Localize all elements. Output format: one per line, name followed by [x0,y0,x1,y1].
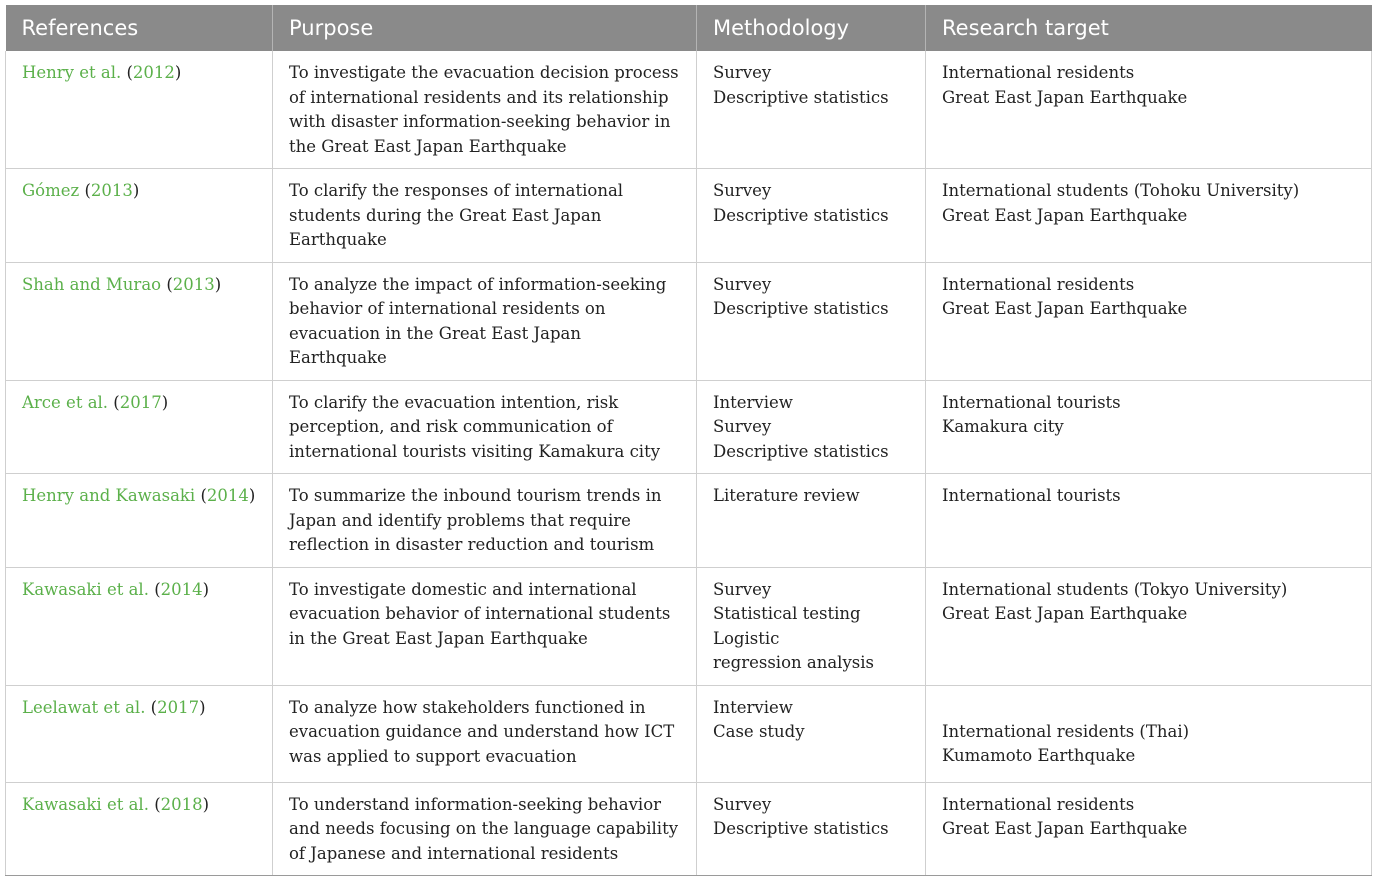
header-row [6,5,1372,51]
target-cell [926,380,1372,474]
reference-year-link[interactable]: 2013 [172,274,215,294]
header-references: References [6,5,273,51]
target-item: Great East Japan Earthquake [942,604,1188,623]
methodology-item: Survey [713,579,772,599]
reference-author-link[interactable]: Henry and Kawasaki [22,486,196,505]
methodology-item: Descriptive statistics [713,205,889,225]
target-item: International residents [942,274,1135,294]
target-item: Great East Japan Earthquake [942,205,1188,225]
table-row [6,51,1372,169]
purpose-cell: To analyze how stakeholders functioned in evacuation guidance and understand how ICT was applied to support evacuation [273,685,697,782]
table-row [6,782,1372,876]
purpose-cell: To analyze the impact of information-seeking behavior of international residents on evacuation in the Great East Japan Earthquake [273,262,697,380]
methodology-item: Survey [713,63,772,82]
methodology-item: Interview [713,697,793,717]
reference-year-link[interactable]: 2018 [160,794,203,814]
target-item: International students (Tokyo University) [942,579,1288,599]
purpose-cell: To summarize the inbound tourism trends in Japan and identify problems that require reflection in disaster reduction and tourism [273,474,697,568]
table-row [6,685,1372,782]
methodology-item: Case study [713,722,805,741]
methodology-item: Logistic [713,628,780,648]
target-item: International residents [942,794,1135,814]
reference-cell: Kawasaki et al. (2014) [6,567,273,685]
methodology-cell [697,567,926,685]
methodology-cell [697,685,926,782]
references-table [5,5,1372,876]
target-item: International residents (Thai) [942,721,1190,741]
table-row [6,567,1372,685]
header-research-target: Research target [926,5,1372,51]
reference-author-link[interactable]: Henry et al. [22,63,122,82]
reference-author-link[interactable]: Gómez [22,181,80,200]
methodology-cell [697,380,926,474]
reference-year-link[interactable]: 2014 [206,486,249,505]
reference-year-link[interactable]: 2012 [132,63,175,82]
methodology-cell [697,262,926,380]
methodology-item: Descriptive statistics [713,299,889,318]
purpose-cell: To understand information-seeking behavior and needs focusing on the language capability of Japanese and international residents [273,782,697,876]
methodology-item: Survey [713,274,772,294]
header-methodology: Methodology [697,5,926,51]
reference-year-link[interactable]: 2017 [157,697,200,717]
table-row [6,262,1372,380]
methodology-item: Survey [713,181,772,200]
methodology-cell [697,782,926,876]
reference-cell: Leelawat et al. (2017) [6,685,273,782]
reference-author-link[interactable]: Kawasaki et al. [22,794,149,814]
reference-year-link[interactable]: 2017 [119,392,162,412]
target-cell [926,51,1372,169]
target-cell [926,474,1372,568]
target-cell [926,262,1372,380]
target-item: Great East Japan Earthquake [942,819,1188,838]
table-row [6,169,1372,263]
methodology-item: Survey [713,794,772,814]
methodology-cell [697,474,926,568]
table-row [6,474,1372,568]
target-item: International tourists [942,486,1121,505]
reference-cell: Henry et al. (2012) [6,51,273,169]
reference-author-link[interactable]: Kawasaki et al. [22,579,149,599]
methodology-cell [697,169,926,263]
reference-year-link[interactable]: 2013 [90,181,133,200]
methodology-cell [697,51,926,169]
purpose-cell: To investigate domestic and international evacuation behavior of international students in the Great East Japan Earthquake [273,567,697,685]
methodology-item: Interview [713,392,793,412]
header-purpose: Purpose [273,5,697,51]
target-cell [926,685,1372,782]
reference-author-link[interactable]: Leelawat et al. [22,697,146,717]
table-row [6,380,1372,474]
reference-cell: Henry and Kawasaki (2014) [6,474,273,568]
target-item: International residents [942,63,1135,82]
methodology-item: Descriptive statistics [713,819,889,838]
purpose-cell: To clarify the evacuation intention, risk perception, and risk communication of international tourists visiting Kamakura city [273,380,697,474]
reference-author-link[interactable]: Arce et al. [22,392,109,412]
target-cell [926,782,1372,876]
purpose-cell: To investigate the evacuation decision process of international residents and its relationship with disaster information-seeking behavior in the Great East Japan Earthquake [273,51,697,169]
reference-author-link[interactable]: Shah and Murao [22,274,162,294]
reference-year-link[interactable]: 2014 [160,579,203,599]
target-item: International students (Tohoku University) [942,181,1300,200]
target-item: Kamakura city [942,417,1064,436]
target-cell [926,567,1372,685]
methodology-item: Statistical testing [713,604,861,623]
methodology-item: Descriptive statistics [713,87,889,107]
reference-cell: Shah and Murao (2013) [6,262,273,380]
methodology-item: regression analysis [713,653,874,672]
target-item: International tourists [942,392,1121,412]
reference-cell: Kawasaki et al. (2018) [6,782,273,876]
target-item: Great East Japan Earthquake [942,299,1188,318]
target-cell [926,169,1372,263]
methodology-item: Survey [713,417,772,436]
target-item: Kumamoto Earthquake [942,746,1136,765]
purpose-cell: To clarify the responses of international students during the Great East Japan Earthquake [273,169,697,263]
target-item: Great East Japan Earthquake [942,87,1188,107]
methodology-item: Descriptive statistics [713,441,889,461]
reference-cell: Gómez (2013) [6,169,273,263]
methodology-item: Literature review [713,486,860,505]
reference-cell: Arce et al. (2017) [6,380,273,474]
